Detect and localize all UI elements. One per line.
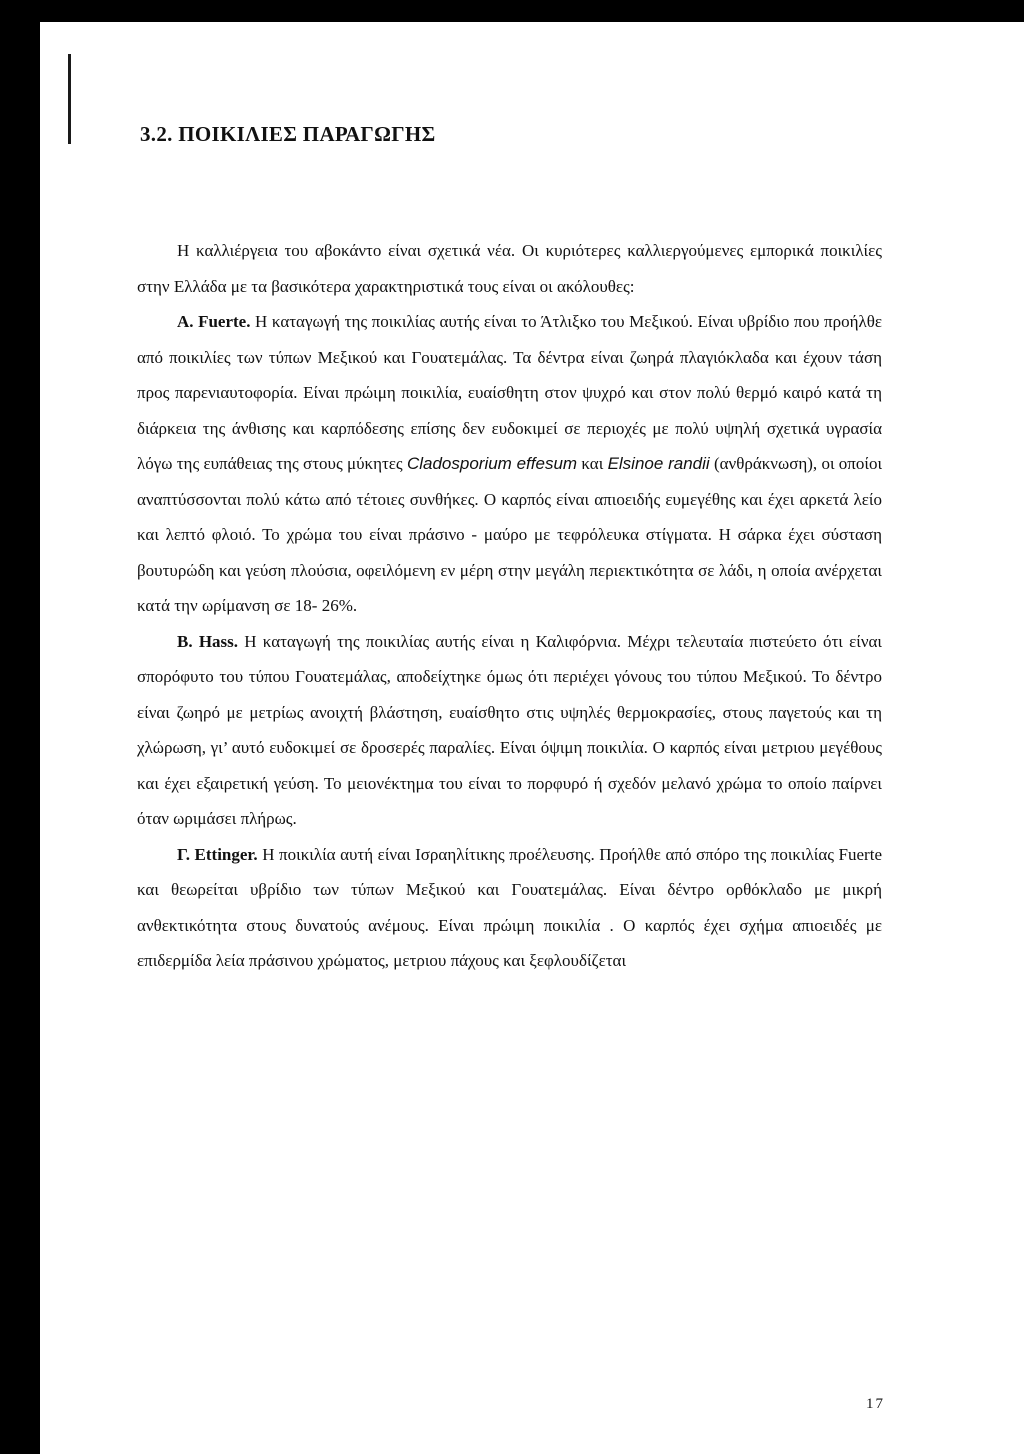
variety-fuerte-paragraph bbox=[137, 304, 882, 624]
variety-hass-paragraph bbox=[137, 624, 882, 837]
variety-ettinger-text: Η ποικιλία αυτή είναι Ισραηλίτικης προέλευσης. Προήλθε από σπόρο της ποικιλίας Fuerte και θεωρείται υβρίδιο των τύπων Μεξικού και Γουατεμάλας. Είναι δέντρο ορθόκλαδο με μικρή ανθεκτικότητα στους δυνατούς ανέμους. Είναι πρώιμη ποικιλία . Ο καρπός έχει σχήμα απιοειδές με επιδερμίδα λεία πράσινου χρώματος, μετριου πάχους και ξεφλουδίζεται bbox=[137, 844, 882, 970]
variety-ettinger-paragraph bbox=[137, 837, 882, 979]
variety-fuerte-text-3: (ανθράκνωση), οι οποίοι αναπτύσσονται πολύ κάτω από τέτοιες συνθήκες. Ο καρπός είναι απιοειδής ευμεγέθης και έχει αρκετά λείο και λεπτό φλοιό. Το χρώμα του είναι πράσινο - μαύρο με τεφρόλευκα στίγματα. Η σάρκα έχει σύσταση βουτυρώδη και γεύση πλούσια, οφειλόμενη εν μέρη στην μεγάλη περιεκτικότητα σε λάδι, η οποία ανέρχεται κατά την ωρίμανση σε 18- 26%. bbox=[137, 454, 883, 615]
variety-hass-label: Β. Hass. bbox=[177, 631, 239, 651]
document-page bbox=[40, 22, 1024, 1454]
variety-fuerte-text-1: Η καταγωγή της ποικιλίας αυτής είναι το Άτλιξκο του Μεξικού. Είναι υβρίδιο που προήλθε από ποικιλίες των τύπων Μεξικού και Γουατεμάλας. Τα δέντρα είναι ζωηρά πλαγιόκλαδα και έχουν τάση προς παρενιαυτοφορία. Είναι πρώιμη ποικιλία, ευαίσθητη στον ψυχρό και στον πολύ θερμό καιρό κατά τη διάρκεια της άνθισης και καρπόδεσης επίσης δεν ευδοκιμεί σε περιοχές με πολύ υψηλή σχετικά υγρασία λόγω της ευπάθειας της στους μύκητες bbox=[137, 312, 882, 473]
scan-edge-mark bbox=[68, 54, 71, 144]
species-elsinoe: Elsinoe randii bbox=[607, 454, 710, 473]
page-number: 17 bbox=[866, 1396, 885, 1412]
variety-hass-text: Η καταγωγή της ποικιλίας αυτής είναι η Καλιφόρνια. Μέχρι τελευταία πιστεύετο ότι είναι σπορόφυτο του τύπου Γουατεμάλας, αποδείχτηκε όμως ότι περιέχει γόνους του τύπου Μεξικού. Το δέντρο είναι ζωηρό με μετρίως ανοιχτή βλάστηση, ευαίσθητο στις υψηλές θερμοκρασίες, στους παγετούς και τη χλώρωση, γι’ αυτό ευδοκιμεί σε δροσερές παραλίες. Είναι όψιμη ποικιλία. Ο καρπός είναι μετριου μεγέθους και έχει εξαιρετική γεύση. Το μειονέκτημα του είναι το πορφυρό ή σχεδόν μελανό χρώμα το οποίο παίρνει όταν ωριμάσει πλήρως. bbox=[137, 631, 882, 828]
variety-fuerte-label: Α. Fuerte. bbox=[177, 312, 251, 331]
intro-paragraph: Η καλλιέργεια του αβοκάντο είναι σχετικά νέα. Οι κυριότερες καλλιεργούμενες εμπορικά ποικιλίες στην Ελλάδα με τα βασικότερα χαρακτηριστικά τους είναι οι ακόλουθες: bbox=[137, 241, 882, 296]
species-cladosporium: Cladosporium effesum bbox=[406, 454, 578, 473]
variety-ettinger-label: Γ. Ettinger. bbox=[177, 844, 258, 864]
document-body bbox=[137, 233, 882, 979]
section-heading: 3.2. ΠΟΙΚΙΛΙΕΣ ΠΑΡΑΓΩΓΗΣ bbox=[140, 122, 436, 146]
variety-fuerte-text-2: και bbox=[577, 454, 608, 473]
